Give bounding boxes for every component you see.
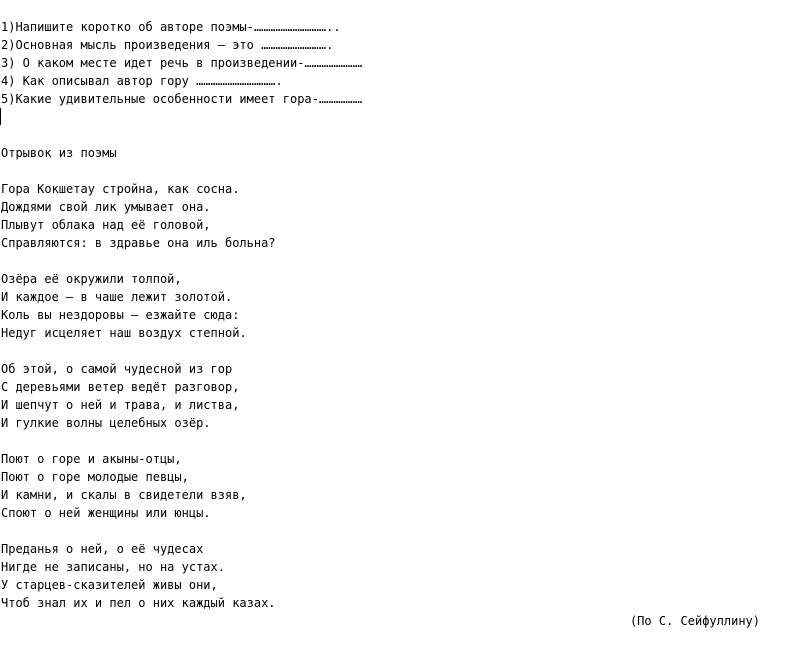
question-1: 1)Напишите коротко об авторе поэмы-………………………….. [1,20,341,34]
blank-line [1,108,791,126]
poem-line: Плывут облака над её головой, [1,218,211,232]
question-4: 4) Как описывал автор гору ……………………………. [1,74,283,88]
poem-line: Чтоб знал их и пел о них каждый казах. [1,596,276,610]
blank-line [1,162,791,180]
poem-line: Справляются: в здравье она иль больна? [1,236,276,250]
stanza-3 [1,360,791,432]
blank-line [1,342,791,360]
poem-line: Поют о горе молодые певцы, [1,470,189,484]
blank-line [1,126,791,144]
stanza-5 [1,540,791,612]
document-body [1,18,791,612]
poem-line: Озёра её окружили толпой, [1,272,182,286]
blank-line [1,432,791,450]
poem-line: Нигде не записаны, но на устах. [1,560,225,574]
question-5: 5)Какие удивительные особенности имеет гора-……………… [1,92,363,106]
stanza-1 [1,180,791,252]
poem-line: Коль вы нездоровы – езжайте сюда: [1,308,240,322]
poem-line: И каждое – в чаше лежит золотой. [1,290,233,304]
excerpt-heading: Отрывок из поэмы [1,146,117,160]
poem-line: У старцев-сказителей живы они, [1,578,218,592]
poem-line: С деревьями ветер ведёт разговор, [1,380,240,394]
poem-line: Поют о горе и акыны-отцы, [1,452,182,466]
poem-line: Преданья о ней, о её чудесах [1,542,204,556]
poem-line: Споют о ней женщины или юнцы. [1,506,211,520]
stanza-4 [1,450,791,522]
poem-line: Дождями свой лик умывает она. [1,200,211,214]
poem-line: Недуг исцеляет наш воздух степной. [1,326,247,340]
poem-line: Гора Кокшетау стройна, как сосна. [1,182,240,196]
stanza-2 [1,270,791,342]
poem-line: И гулкие волны целебных озёр. [1,416,211,430]
text-cursor [0,108,1,125]
blank-line [1,522,791,540]
blank-line [1,252,791,270]
poem-line: Об этой, о самой чудесной из гор [1,362,233,376]
question-2: 2)Основная мысль произведения – это ………………………. [1,38,334,52]
question-3: 3) О каком месте идет речь в произведении-…………………… [1,56,363,70]
poem-line: И шепчут о ней и трава, и листва, [1,398,240,412]
poem-line: И камни, и скалы в свидетели взяв, [1,488,247,502]
attribution: (По С. Сейфуллину) [629,614,760,628]
